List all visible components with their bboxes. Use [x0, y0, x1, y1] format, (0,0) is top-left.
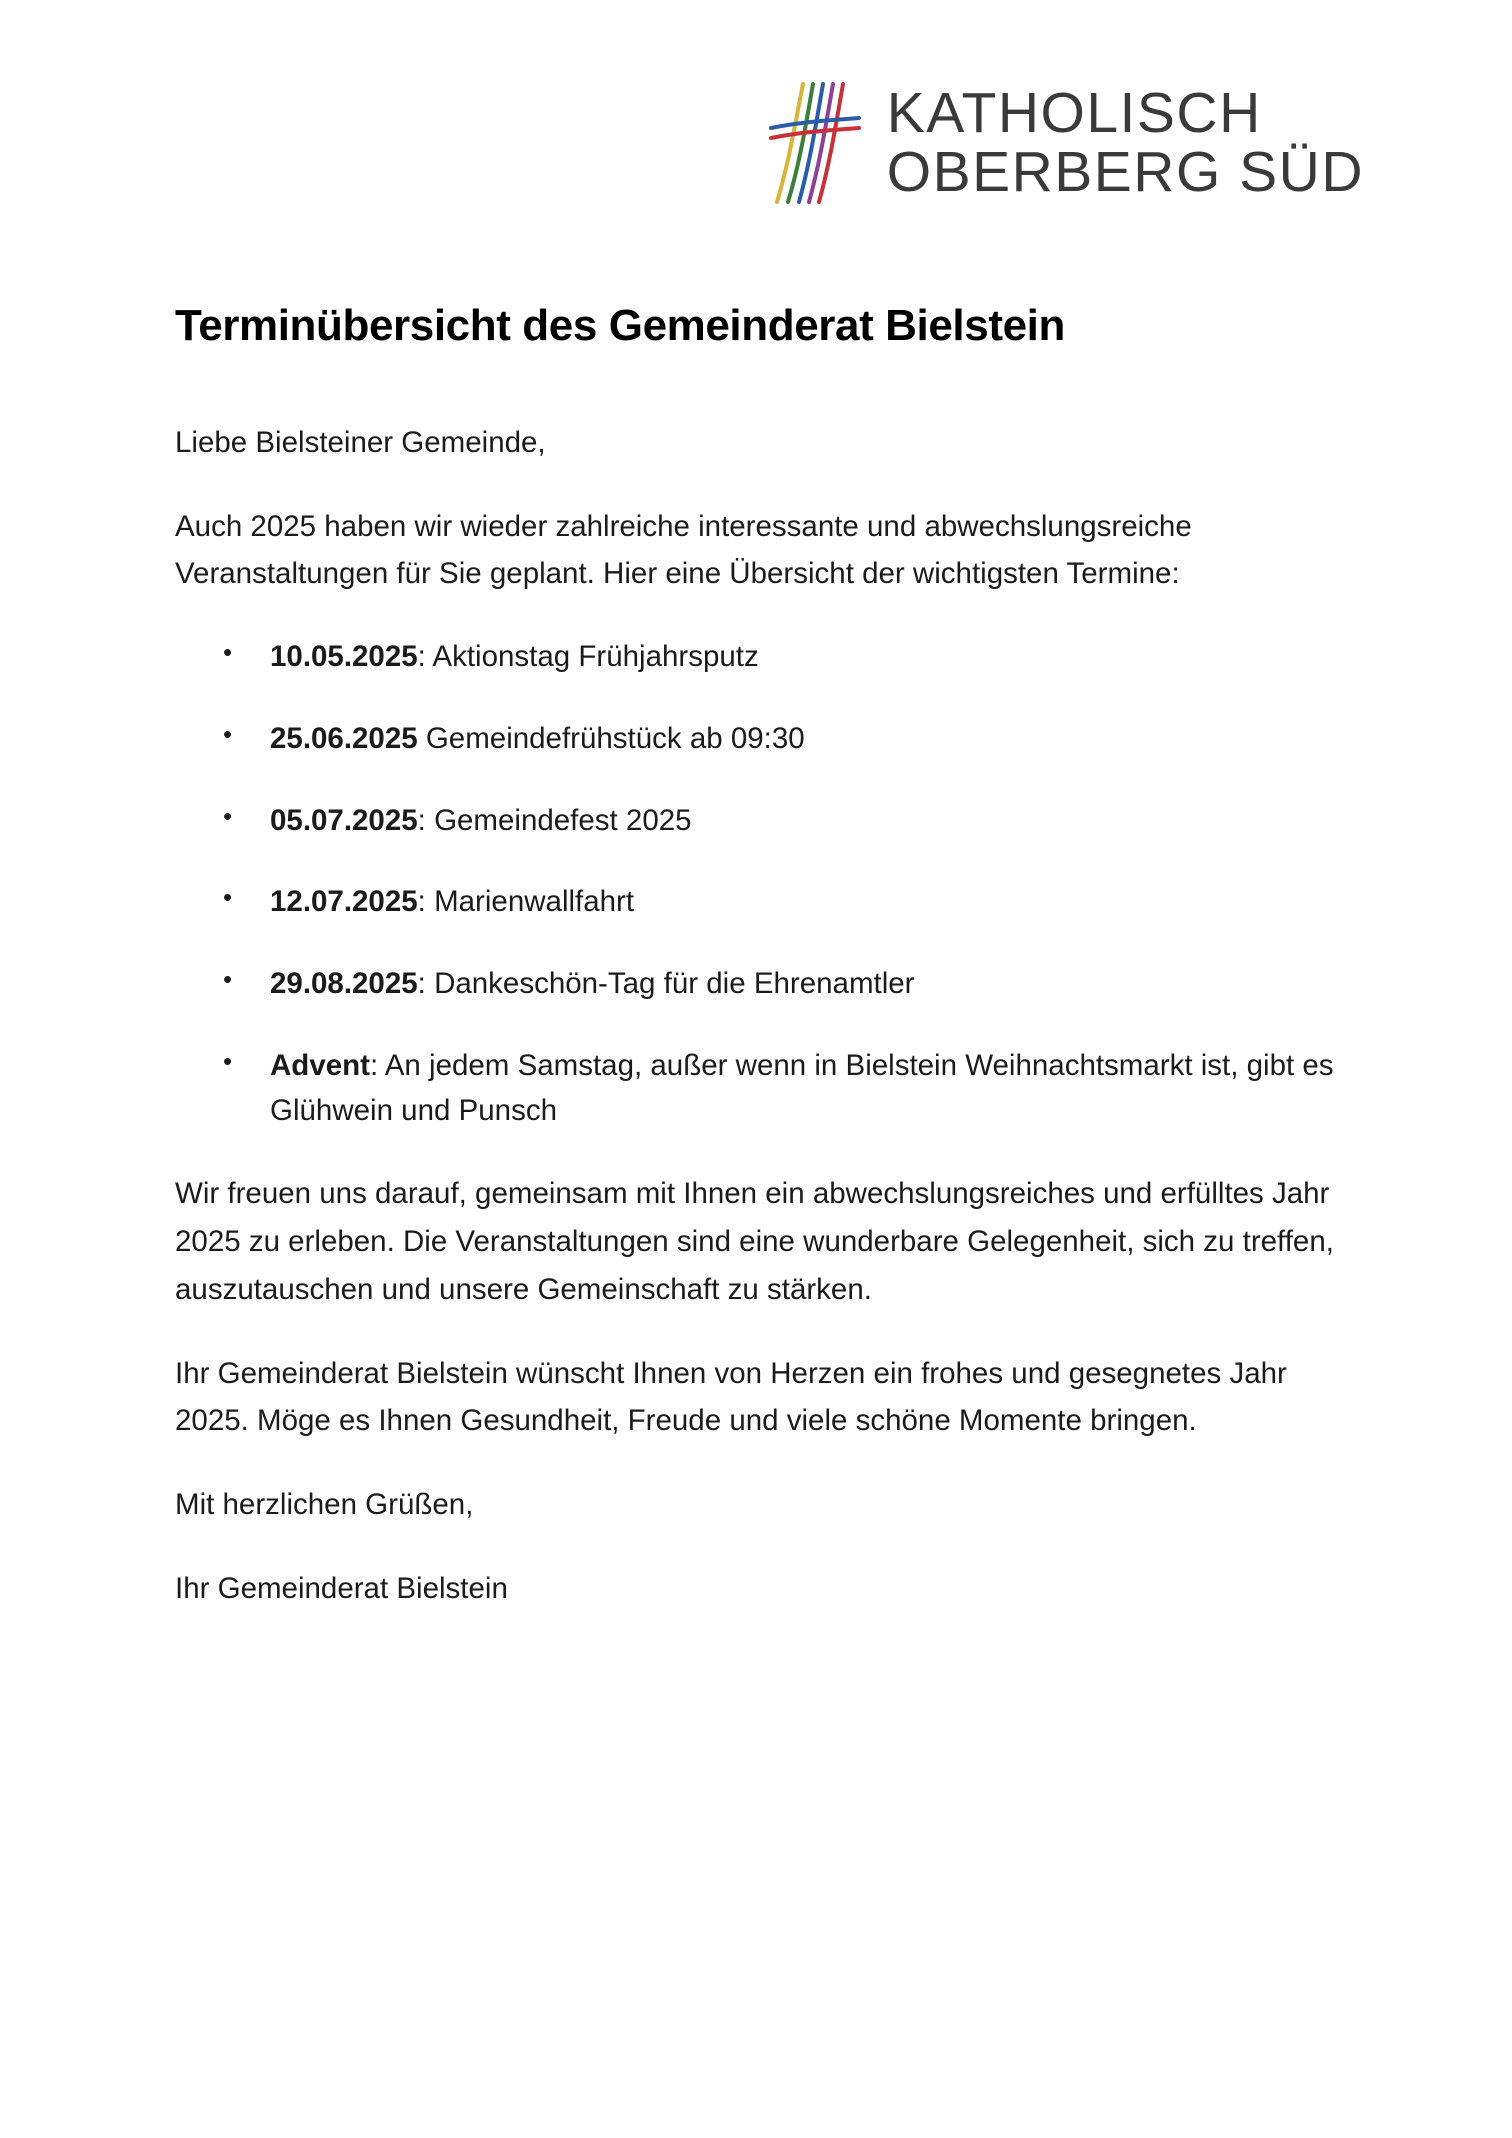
list-item	[175, 634, 1360, 680]
event-date: 29.08.2025	[270, 967, 418, 1001]
event-text: Aktionstag Frühjahrsputz	[432, 640, 759, 674]
list-item	[175, 961, 1360, 1007]
event-separator: :	[417, 885, 435, 919]
event-date: 25.06.2025	[270, 721, 418, 755]
closing-greeting: Mit herzlichen Grüßen,	[175, 1488, 474, 1522]
logo-text-line2: OBERBERG SÜD	[886, 140, 1364, 204]
list-item	[175, 1043, 1360, 1134]
paragraph-wishes: Ihr Gemeinderat Bielstein wünscht Ihnen von Herzen ein frohes und gesegnetes Jahr 2025. Möge es Ihnen Gesundheit, Freude und viele schöne Momente bringen.	[175, 1356, 1287, 1438]
event-date: 12.07.2025	[270, 885, 418, 919]
document-body	[175, 300, 1360, 1649]
event-date: 10.05.2025	[270, 640, 418, 674]
event-text: Dankeschön-Tag für die Ehrenamtler	[434, 967, 915, 1001]
event-separator	[418, 722, 426, 755]
event-separator: :	[369, 1048, 385, 1082]
event-date: Advent	[270, 1048, 370, 1082]
event-list	[175, 634, 1360, 1134]
intro-paragraph: Auch 2025 haben wir wieder zahlreiche interessante und abwechslungsreiche Veranstaltungen für Sie geplant. Hier eine Übersicht der wichtigsten Termine:	[175, 509, 1192, 591]
event-text: Marienwallfahrt	[434, 885, 635, 919]
salutation: Liebe Bielsteiner Gemeinde,	[175, 425, 546, 459]
event-separator: :	[417, 640, 433, 674]
list-item	[175, 716, 1360, 762]
closing-block	[175, 1170, 1360, 1612]
logo-text-line1: KATHOLISCH	[886, 80, 1262, 145]
event-date: 05.07.2025	[270, 803, 418, 837]
page-title: Terminübersicht des Gemeinderat Bielstein	[175, 301, 1065, 350]
event-text: Gemeindefest 2025	[434, 803, 692, 837]
list-item	[175, 798, 1360, 844]
cross-icon	[769, 78, 861, 208]
paragraph-after-list: Wir freuen uns darauf, gemeinsam mit Ihnen ein abwechslungsreiches und erfülltes Jahr 2025 zu erleben. Die Veranstaltungen sind eine wunderbare Gelegenheit, sich zu treffen, auszutauschen und unsere Gemeinschaft zu stärken.	[175, 1177, 1334, 1306]
event-text: Gemeindefrühstück ab 09:30	[425, 721, 805, 755]
list-item	[175, 879, 1360, 925]
event-text: An jedem Samstag, außer wenn in Bielstein Weihnachtsmarkt ist, gibt es Glühwein und Punsch	[270, 1048, 1334, 1128]
event-separator: :	[417, 967, 435, 1001]
signature: Ihr Gemeinderat Bielstein	[175, 1571, 508, 1605]
brand-logo	[769, 78, 1364, 208]
event-separator: :	[417, 803, 435, 837]
